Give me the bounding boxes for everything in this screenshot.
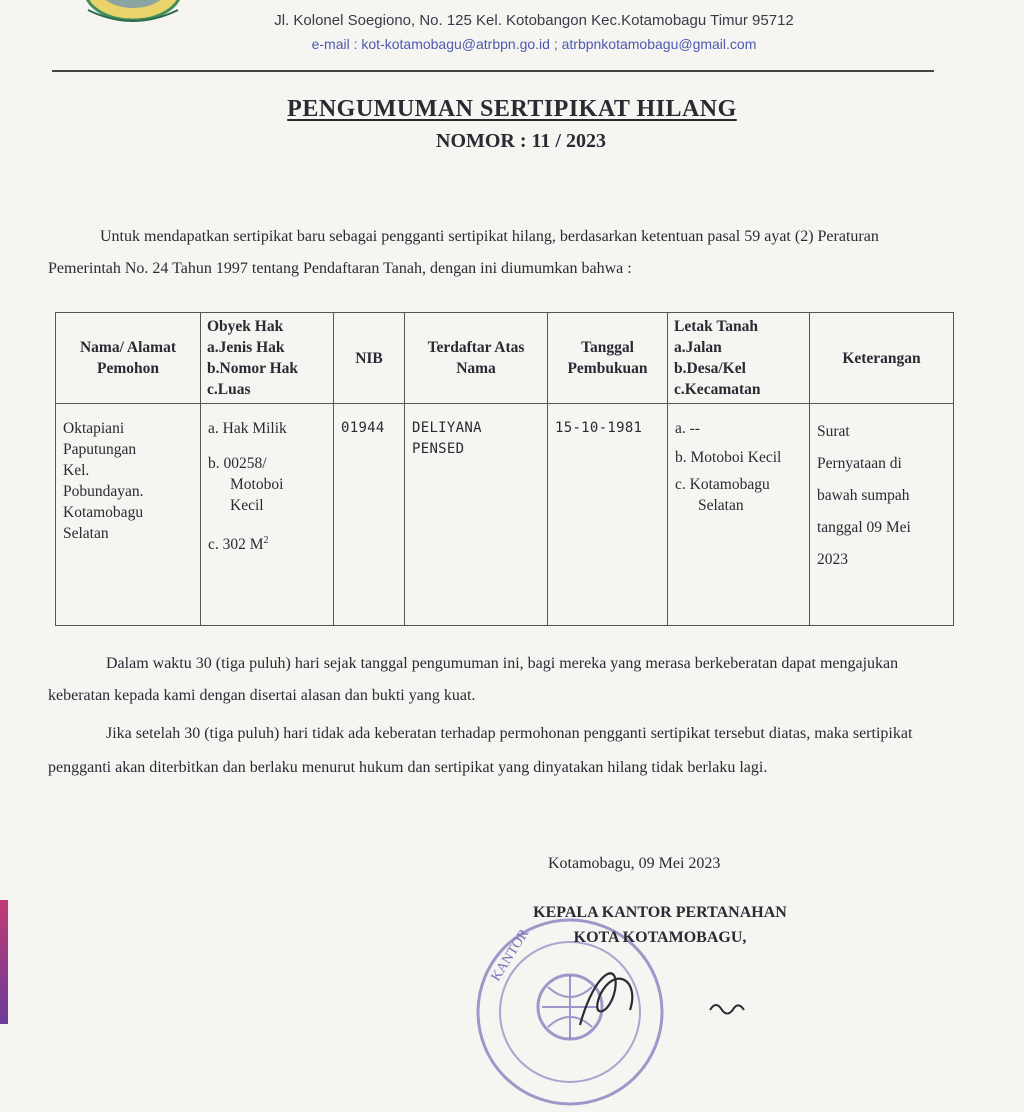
place-date: Kotamobagu, 09 Mei 2023 bbox=[548, 855, 721, 872]
signatory-office: KEPALA KANTOR PERTANAHAN bbox=[533, 904, 787, 921]
header-keterangan: Keterangan bbox=[810, 313, 954, 404]
header-nib: NIB bbox=[334, 313, 405, 404]
table-row bbox=[56, 404, 954, 626]
objection-paragraph: Dalam waktu 30 (tiga puluh) hari sejak tanggal pengumuman ini, bagi mereka yang merasa berkeberatan dapat mengajukan keberatan kepada kami dengan disertai alasan dan bukti yang kuat. bbox=[48, 655, 899, 704]
cell-nib: 01944 bbox=[334, 404, 405, 626]
document-title: PENGUMUMAN SERTIPIKAT HILANG bbox=[287, 96, 737, 122]
header-tanggal: Tanggal Pembukuan bbox=[548, 313, 668, 404]
header-pemohon: Nama/ Alamat Pemohon bbox=[56, 313, 201, 404]
cell-pemohon: Oktapiani Paputungan Kel. Pobundayan. Kotamobagu Selatan bbox=[56, 404, 201, 626]
cell-atas-nama: DELIYANA PENSED bbox=[405, 404, 548, 626]
issuance-paragraph: Jika setelah 30 (tiga puluh) hari tidak ada keberatan terhadap permohonan pengganti sertipikat tersebut diatas, maka sertipikat pengganti akan diterbitkan dan berlaku menurut hukum dan sertipikat yang dinyatakan hilang tidak berlaku lagi. bbox=[48, 725, 913, 776]
header-obyek-hak: Obyek Hak a.Jenis Hak b.Nomor Hak c.Luas bbox=[201, 313, 334, 404]
header-address: Jl. Kolonel Soegiono, No. 125 Kel. Kotobangon Kec.Kotamobagu Timur 95712 bbox=[274, 12, 794, 29]
cell-tanggal: 15-10-1981 bbox=[548, 404, 668, 626]
scan-edge-mark bbox=[0, 900, 8, 1024]
header-email: e-mail : kot-kotamobagu@atrbpn.go.id ; atrbpnkotamobagu@gmail.com bbox=[311, 36, 757, 52]
table-header-row bbox=[56, 313, 954, 404]
cell-obyek-hak: a. Hak Milik b. 00258/ Motoboi Kecil c. 302 $M^2$ bbox=[201, 404, 334, 626]
intro-paragraph: Untuk mendapatkan sertipikat baru sebagai pengganti sertipikat hilang, berdasarkan ketentuan pasal 59 ayat (2) Peraturan Pemerintah No. 24 Tahun 1997 tentang Pendaftaran Tanah, dengan ini diumumkan bahwa : bbox=[48, 228, 879, 277]
header-divider bbox=[52, 70, 934, 72]
header-atas-nama: Terdaftar Atas Nama bbox=[405, 313, 548, 404]
signatory-city: KOTA KOTAMOBAGU, bbox=[573, 929, 747, 946]
header-letak-tanah: Letak Tanah a.Jalan b.Desa/Kel c.Kecamatan bbox=[668, 313, 810, 404]
document-number: NOMOR : 11 / 2023 bbox=[436, 130, 606, 152]
cell-letak-tanah: a. -- b. Motoboi Kecil c. Kotamobagu Selatan bbox=[668, 404, 810, 626]
signature-icon bbox=[560, 950, 760, 1030]
stamp-text: KANTOR bbox=[488, 926, 533, 985]
signatory-title bbox=[495, 900, 825, 950]
cell-keterangan: Surat Pernyataan di bawah sumpah tanggal 09 Mei 2023 bbox=[810, 404, 954, 626]
certificate-table bbox=[55, 312, 954, 626]
